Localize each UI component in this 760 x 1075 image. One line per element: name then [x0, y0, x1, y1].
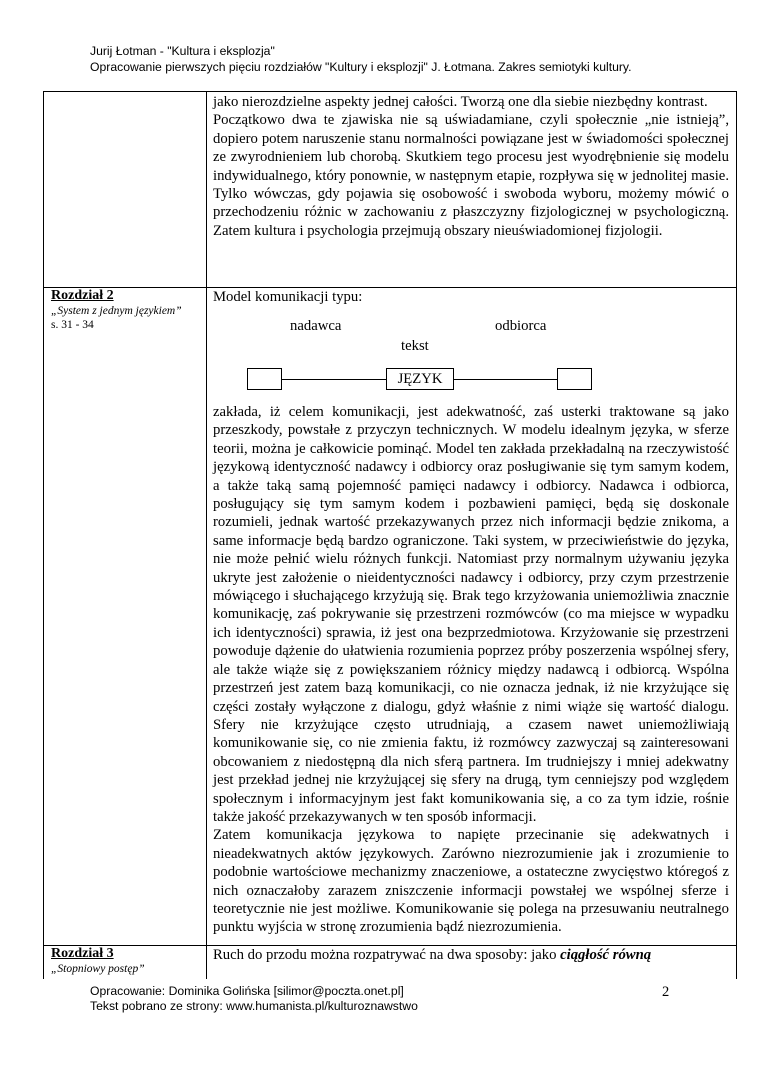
chapter2-pages: s. 31 - 34: [51, 319, 94, 331]
chapter2-intro: Model komunikacji typu:: [213, 289, 363, 305]
page-number: 2: [662, 984, 670, 1000]
row3-text: [213, 946, 729, 964]
connector-left: [282, 379, 386, 380]
page-header: [90, 44, 632, 75]
chapter3-subtitle: „Stopniowy postęp”: [51, 963, 145, 975]
row1-paragraph-1: jako nierozdzielne aspekty jednej całości. Tworzą one dla siebie niezbędny kontrast.: [213, 94, 708, 110]
chapter2-title: Rozdział 2: [51, 288, 114, 303]
sender-label: nadawca: [290, 318, 342, 334]
row3-text-start: Ruch do przodu można rozpatrywać na dwa sposoby: jako: [213, 947, 561, 963]
row3-text-emphasis: ciągłość równą: [560, 947, 652, 963]
row2-paragraph-1: zakłada, iż celem komunikacji, jest adekwatność, zaś usterki traktowane są jako przeszkody, powstałe z przyczyn technicznych. W modelu idealnym języka, w sferze teorii, można je całkowicie pominąć. Model ten zakłada przekładalną na rzeczywistość językową identyczność nadawcy i odbiorcy oraz posługiwanie się tym samym kodem, a także taką samą pojemność pamięci nadawcy i odbiorcy. Nadawca i odbiorca, posługujący się tym samym kodem i pozbawieni pamięci, będą się doskonale rozumieli, jednak wartość przekazywanych przez nich informacji będzie znikoma, a same informacje będą bardzo ograniczone. Taki system, w przeciwieństwie do języka, nie może pełnić wielu różnych funkcji. Natomiast przy normalnym używaniu języka ukryte jest założenie o nieidentyczności nadawcy i odbiorcy, przy czym przestrzenie mówiącego i słuchającego krzyżują się. Brak tego krzyżowania uniemożliwia znacznie komunikację, zaś pokrywanie się przestrzeni rozmówców (co ma miejsce w wypadku ich identyczności) sprawia, iż jest ona bezprzedmiotowa. Krzyżowanie się przestrzeni powoduje dążenie do ułatwienia rozumienia poprzez próby poszerzenia wspólnej sfery, ale także wiąże się z powiększaniem różnicy między nadawcą i odbiorcą. Wspólna przestrzeń jest zatem bazą komunikacji, co nie oznacza jednak, iż nie krzyżujące się części zostały wyłączone z dialogu, gdyż właśnie z nimi wiąże się wartość dialogu. Sfery nie krzyżujące często utrudniają, a czasem nawet uniemożliwiają komunikowanie się, co nie zmienia faktu, iż rozmówcy zazwyczaj są zainteresowani obcowaniem z niedostępną dla nich sferą partnera. Im trudniejszy i mniej adekwatny jest przekład jednej nie krzyżującej się sfery na drugą, tym cenniejszy pod względem społecznym i informacyjnym jest fakt komunikowania się, a co za tym idzie, rośnie także jakość przekazywanych w ten sposób informacji.: [213, 404, 729, 825]
chapter2-cell: [51, 288, 201, 332]
receiver-box: [557, 368, 592, 390]
header-subtitle: Opracowanie pierwszych pięciu rozdziałów "Kultury i eksplozji" J. Łotmana. Zakres semiotyki kultury.: [90, 59, 632, 74]
column-divider: [206, 92, 207, 979]
footer-source: Tekst pobrano ze strony: www.humanista.pl/kulturoznawstwo: [90, 999, 418, 1013]
receiver-label: odbiorca: [495, 318, 547, 334]
row2-paragraph-2: Zatem komunikacja językowa to napięte przecinanie się adekwatnych i nieadekwatnych aktów językowych. Zarówno niezrozumienie jak i zrozumienie to podobnie wartościowe mechanizmy znaczeniowe, a ostateczne zwycięstwo któregoś z nich oznaczałoby zarazem zniszczenie informacji powstałej we wspólnej sferze i teoretycznie nie jest możliwe. Komunikowanie się polega na przesuwaniu neutralnego punktu wyjścia w stronę zrozumienia bądź niezrozumienia.: [213, 827, 729, 936]
chapter3-title: Rozdział 3: [51, 946, 114, 961]
row1-text: [213, 93, 729, 240]
connector-right: [454, 379, 557, 380]
row1-paragraph-2: Początkowo dwa te zjawiska nie są uświadamiane, czyli społecznie „nie istnieją”, dopiero potem naruszenie stanu normalności powiązane jest w świadomości społecznej ze zwyrodnieniem lub chorobą. Skutkiem tego procesu jest wyodrębnienie się modelu indywidualnego, który ponownie, w następnym etapie, rozpływa się w jednolitej masie. Tylko wówczas, gdy pojawia się osobowość i swoboda wyboru, możemy mówić o przechodzeniu różnic w zachowaniu z płaszczyzny fizjologicznej w psychologiczną. Zatem kultura i psychologia przejmują obszary nieuświadomionej fizjologii.: [213, 112, 729, 239]
content-table: [43, 91, 737, 979]
row2-text: [213, 403, 729, 937]
text-label: tekst: [401, 338, 429, 354]
header-title: Jurij Łotman - "Kultura i eksplozja": [90, 44, 275, 58]
chapter3-cell: [51, 946, 201, 976]
page-footer: [90, 984, 418, 1014]
footer-author: Opracowanie: Dominika Golińska [silimor@poczta.onet.pl]: [90, 984, 404, 998]
chapter2-subtitle: „System z jednym językiem”: [51, 305, 182, 317]
language-box: JĘZYK: [386, 368, 454, 390]
sender-box: [247, 368, 282, 390]
